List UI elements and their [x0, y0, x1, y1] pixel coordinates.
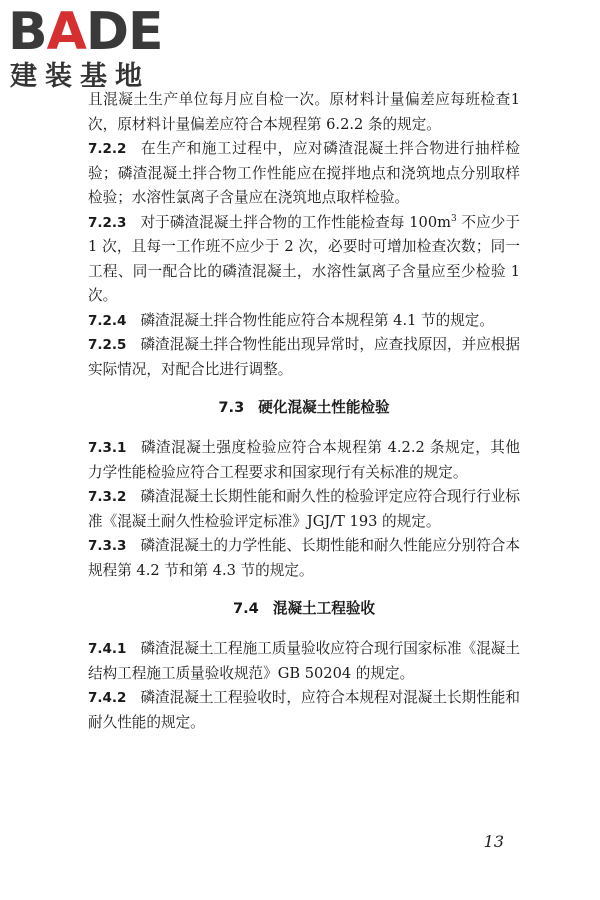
- clause-text: 磷渣混凝土拌合物性能出现异常时，应查找原因，并应根据实际情况，对配合比进行调整。: [88, 336, 520, 378]
- brand-wordmark: BADE: [8, 2, 163, 62]
- clause-7-2-5: [88, 333, 520, 382]
- clause-7-2-2: [88, 137, 520, 211]
- clause-number: 7.3.3: [88, 538, 127, 554]
- document-body: [88, 88, 520, 735]
- section-number: 7.3: [218, 399, 245, 416]
- clause-number: 7.2.3: [88, 214, 127, 231]
- section-heading-7-4: [88, 597, 520, 621]
- section-title: 硬化混凝土性能检验: [258, 399, 390, 416]
- continued-paragraph: 且混凝土生产单位每月应自检一次。原材料计量偏差应每班检查1次，原材料计量偏差应符合本规程第 6.2.2 条的规定。: [88, 91, 520, 133]
- clause-number: 7.3.1: [88, 440, 127, 456]
- section-heading-7-3: [88, 396, 520, 420]
- clause-text: 磷渣混凝土工程验收时，应符合本规程对混凝土长期性能和耐久性能的规定。: [88, 689, 520, 731]
- clause-7-4-2: [88, 686, 520, 735]
- clause-7-3-1: [88, 436, 520, 485]
- clause-text-cont: 不应少于 1 次，且每一工作班不应少于 2 次，必要时可增加检查次数；同一工程、同一配合比的磷渣混凝土，水溶性氯离子含量应至少检验 1 次。: [88, 213, 520, 304]
- clause-number: 7.4.2: [88, 690, 127, 706]
- clause-number: 7.4.1: [88, 641, 127, 657]
- clause-number: 7.2.5: [88, 337, 127, 353]
- unit-superscript: 3: [450, 213, 457, 224]
- clause-7-4-1: [88, 637, 520, 686]
- clause-text: 磷渣混凝土工程施工质量验收应符合现行国家标准《混凝土结构工程施工质量验收规范》GB 50204 的规定。: [88, 640, 520, 682]
- section-number: 7.4: [232, 600, 259, 617]
- section-title: 混凝土工程验收: [272, 600, 376, 617]
- clause-7-2-4: [88, 309, 520, 334]
- clause-text: 磷渣混凝土拌合物性能应符合本规程第 4.1 节的规定。: [140, 311, 494, 329]
- clause-text: 磷渣混凝土的力学性能、长期性能和耐久性能应分别符合本规程第 4.2 节和第 4.3 节的规定。: [88, 537, 520, 579]
- clause-text: 在生产和施工过程中，应对磷渣混凝土拌合物进行抽样检验；磷渣混凝土拌合物工作性能应在搅拌地点和浇筑地点分别取样检验；水溶性氯离子含量应在浇筑地点取样检验。: [88, 140, 520, 206]
- clause-text: 磷渣混凝土长期性能和耐久性的检验评定应符合现行行业标准《混凝土耐久性检验评定标准》JGJ/T 193 的规定。: [88, 488, 520, 530]
- clause-number: 7.2.4: [88, 312, 127, 329]
- clause-7-3-2: [88, 485, 520, 534]
- clause-text: 对于磷渣混凝土拌合物的工作性能检查每 100m: [140, 213, 451, 231]
- clause-7-3-3: [88, 534, 520, 583]
- brand-subtitle: 建装基地: [10, 61, 150, 92]
- clause-number: 7.3.2: [88, 489, 127, 505]
- clause-number: 7.2.2: [88, 141, 127, 157]
- brand-watermark-logo: [8, 4, 178, 94]
- clause-text: 磷渣混凝土强度检验应符合本规程第 4.2.2 条规定，其他力学性能检验应符合工程要求和国家现行有关标准的规定。: [88, 439, 520, 481]
- clause-7-2-3: [88, 211, 520, 309]
- page-number: 13: [483, 832, 504, 851]
